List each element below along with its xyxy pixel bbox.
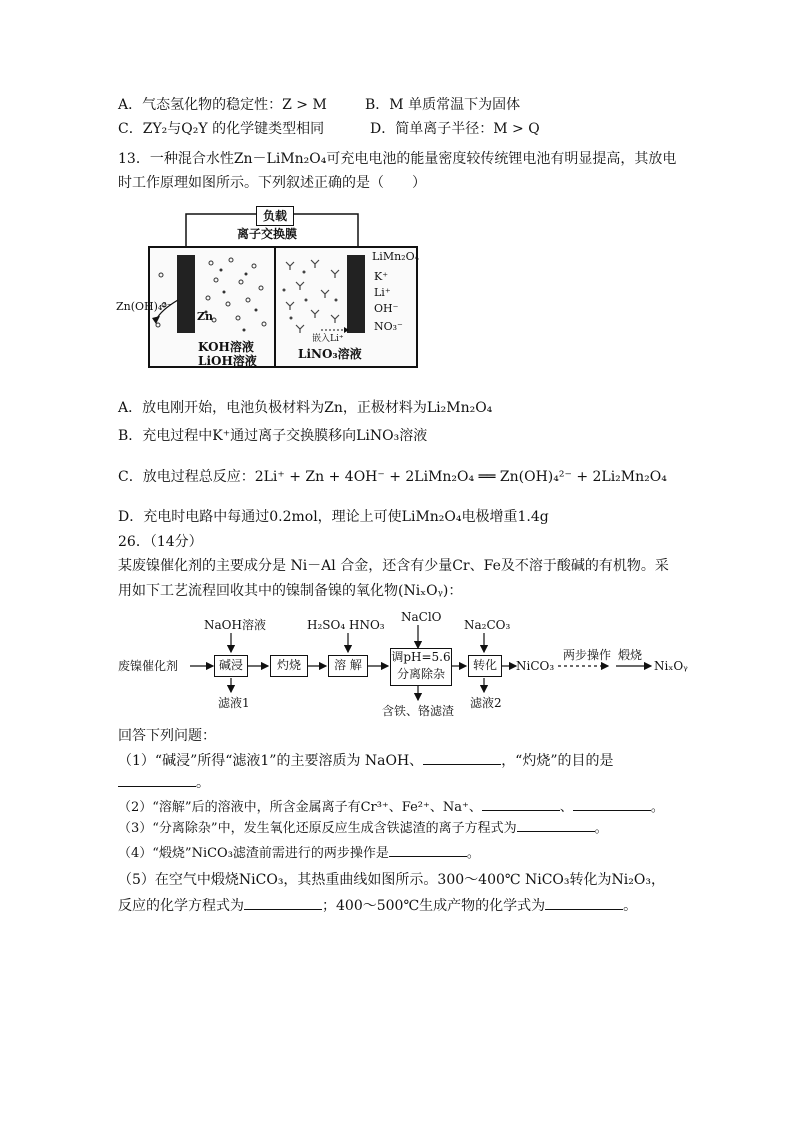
ion-k: K⁺ xyxy=(374,270,389,283)
q26-sub3 xyxy=(118,817,608,839)
sub5-period: 。 xyxy=(623,898,638,914)
flow-nico3: NiCO₃ xyxy=(516,659,555,673)
sub5-text-b: ；400～500℃生成产物的化学式为 xyxy=(322,898,546,914)
flow-step-convert: 转化 xyxy=(468,655,502,677)
q13-option-d: D．充电时电路中每通过0.2mol，理论上可使LiMn₂O₄电极增重1.4g xyxy=(118,509,549,525)
embed-label: 嵌入Li⁺ xyxy=(312,334,344,344)
q26-sub5-line2 xyxy=(118,895,637,916)
sub1-mid: ，“灼烧”的目的是 xyxy=(501,753,614,769)
q12-option-c: C．ZY₂与Q₂Y 的化学键类型相同 xyxy=(118,121,325,137)
flow-calcine: 煅烧 xyxy=(618,648,643,662)
sub2-sep: 、 xyxy=(559,800,573,815)
q26-header: 26．（14分） xyxy=(118,534,203,550)
q26-sub4 xyxy=(118,842,480,864)
zincate-label: Zn(OH)₄²⁻ xyxy=(116,300,173,313)
battery-diagram xyxy=(116,200,426,382)
answer-blank[interactable] xyxy=(545,895,623,910)
answer-blank[interactable] xyxy=(389,842,467,857)
q13-option-a: A．放电刚开始，电池负极材料为Zn，正极材料为Li₂Mn₂O₄ xyxy=(118,400,493,416)
membrane-label: 离子交换膜 xyxy=(237,227,298,241)
flow-filtrate2: 滤液2 xyxy=(470,696,502,710)
q12-option-d: D．简单离子半径：M > Q xyxy=(370,121,540,137)
sub1-end: 。 xyxy=(196,775,210,791)
sub2-text: （2）“溶解”后的溶液中，所含金属离子有Cr³⁺、Fe²⁺、Na⁺、 xyxy=(118,800,482,815)
zn-label: Zn xyxy=(197,310,214,323)
right-electrode-label: LiMn₂O₄ xyxy=(372,250,420,263)
q26-sub2 xyxy=(118,796,664,818)
ion-li: Li⁺ xyxy=(374,286,391,299)
sub2-period: 。 xyxy=(650,800,664,815)
ph-adjust-line1: 调pH=5.6 xyxy=(391,650,451,664)
answer-blank[interactable] xyxy=(118,772,196,787)
reagent-na2co3: Na₂CO₃ xyxy=(464,618,511,632)
reagent-naclo: NaClO xyxy=(401,610,442,624)
reagent-hno3: HNO₃ xyxy=(349,618,385,632)
ion-oh: OH⁻ xyxy=(374,302,399,315)
flow-start: 废镍催化剂 xyxy=(118,659,179,673)
reagent-naoh: NaOH溶液 xyxy=(204,618,266,632)
sub3-period: 。 xyxy=(594,821,608,836)
flow-final: NiₓOᵧ xyxy=(654,659,688,673)
q26-sub1-line1 xyxy=(118,750,614,771)
answer-blank[interactable] xyxy=(482,796,560,811)
flow-step-ph-adjust xyxy=(390,648,452,686)
reagent-h2so4: H₂SO₄ xyxy=(307,618,346,632)
sub1-text: （1）“碱浸”所得“滤液1”的主要溶质为 NaOH、 xyxy=(118,753,424,769)
q12-option-a: A．气态氢化物的稳定性：Z > M xyxy=(118,97,327,113)
flow-step-roast: 灼烧 xyxy=(270,655,308,677)
flow-filtrate1: 滤液1 xyxy=(218,696,250,710)
q13-option-b: B．充电过程中K⁺通过离子交换膜移向LiNO₃溶液 xyxy=(118,428,428,444)
q26-sub5-line1: （5）在空气中煅烧NiCO₃，其热重曲线如图所示。300～400℃ NiCO₃转化为Ni₂O₃， xyxy=(118,872,665,888)
left-solution-1: KOH溶液 xyxy=(198,340,254,354)
q12-option-b: B．M 单质常温下为固体 xyxy=(365,97,521,113)
flow-two-steps: 两步操作 xyxy=(563,648,612,662)
right-solution: LiNO₃溶液 xyxy=(298,347,362,361)
answer-blank[interactable] xyxy=(423,750,501,765)
q26-intro-line2: 用如下工艺流程回收其中的镍制备镍的氧化物(NiₓOᵧ)： xyxy=(118,583,463,599)
left-solution-2: LiOH溶液 xyxy=(198,354,257,368)
q26-sub1-line2 xyxy=(118,772,210,793)
flow-step-dissolve: 溶 解 xyxy=(328,655,368,677)
ion-no3: NO₃⁻ xyxy=(374,320,403,333)
sub3-text: （3）“分离除杂”中，发生氧化还原反应生成含铁滤渣的离子方程式为 xyxy=(118,821,517,836)
q13-option-c: C．放电过程总反应：2Li⁺ + Zn + 4OH⁻ + 2LiMn₂O₄ ══ Zn(OH)₄²⁻ + 2Li₂Mn₂O₄ xyxy=(118,469,667,485)
answer-blank[interactable] xyxy=(244,895,322,910)
load-box: 负载 xyxy=(256,206,294,226)
q13-stem-line1: 13．一种混合水性Zn－LiMn₂O₄可充电电池的能量密度较传统锂电池有明显提高，其放电 xyxy=(118,151,677,167)
answer-blank[interactable] xyxy=(517,817,595,832)
process-flow-diagram xyxy=(118,608,698,723)
ph-adjust-line2: 分离除杂 xyxy=(396,667,445,681)
sub4-text: （4）“煅烧”NiCO₃滤渣前需进行的两步操作是 xyxy=(118,846,389,861)
flow-step-alkali-leach: 碱浸 xyxy=(214,655,248,677)
sub5-text-a: 反应的化学方程式为 xyxy=(118,898,244,914)
sub4-period: 。 xyxy=(466,846,480,861)
q26-answer-prompt: 回答下列问题： xyxy=(118,728,216,744)
flow-residue: 含铁、铬滤渣 xyxy=(382,704,455,718)
answer-blank[interactable] xyxy=(573,796,651,811)
q13-stem-line2: 时工作原理如图所示。下列叙述正确的是（ ） xyxy=(118,175,426,191)
q26-intro-line1: 某废镍催化剂的主要成分是 Ni－Al 合金，还含有少量Cr、Fe及不溶于酸碱的有机物。采 xyxy=(118,558,669,574)
